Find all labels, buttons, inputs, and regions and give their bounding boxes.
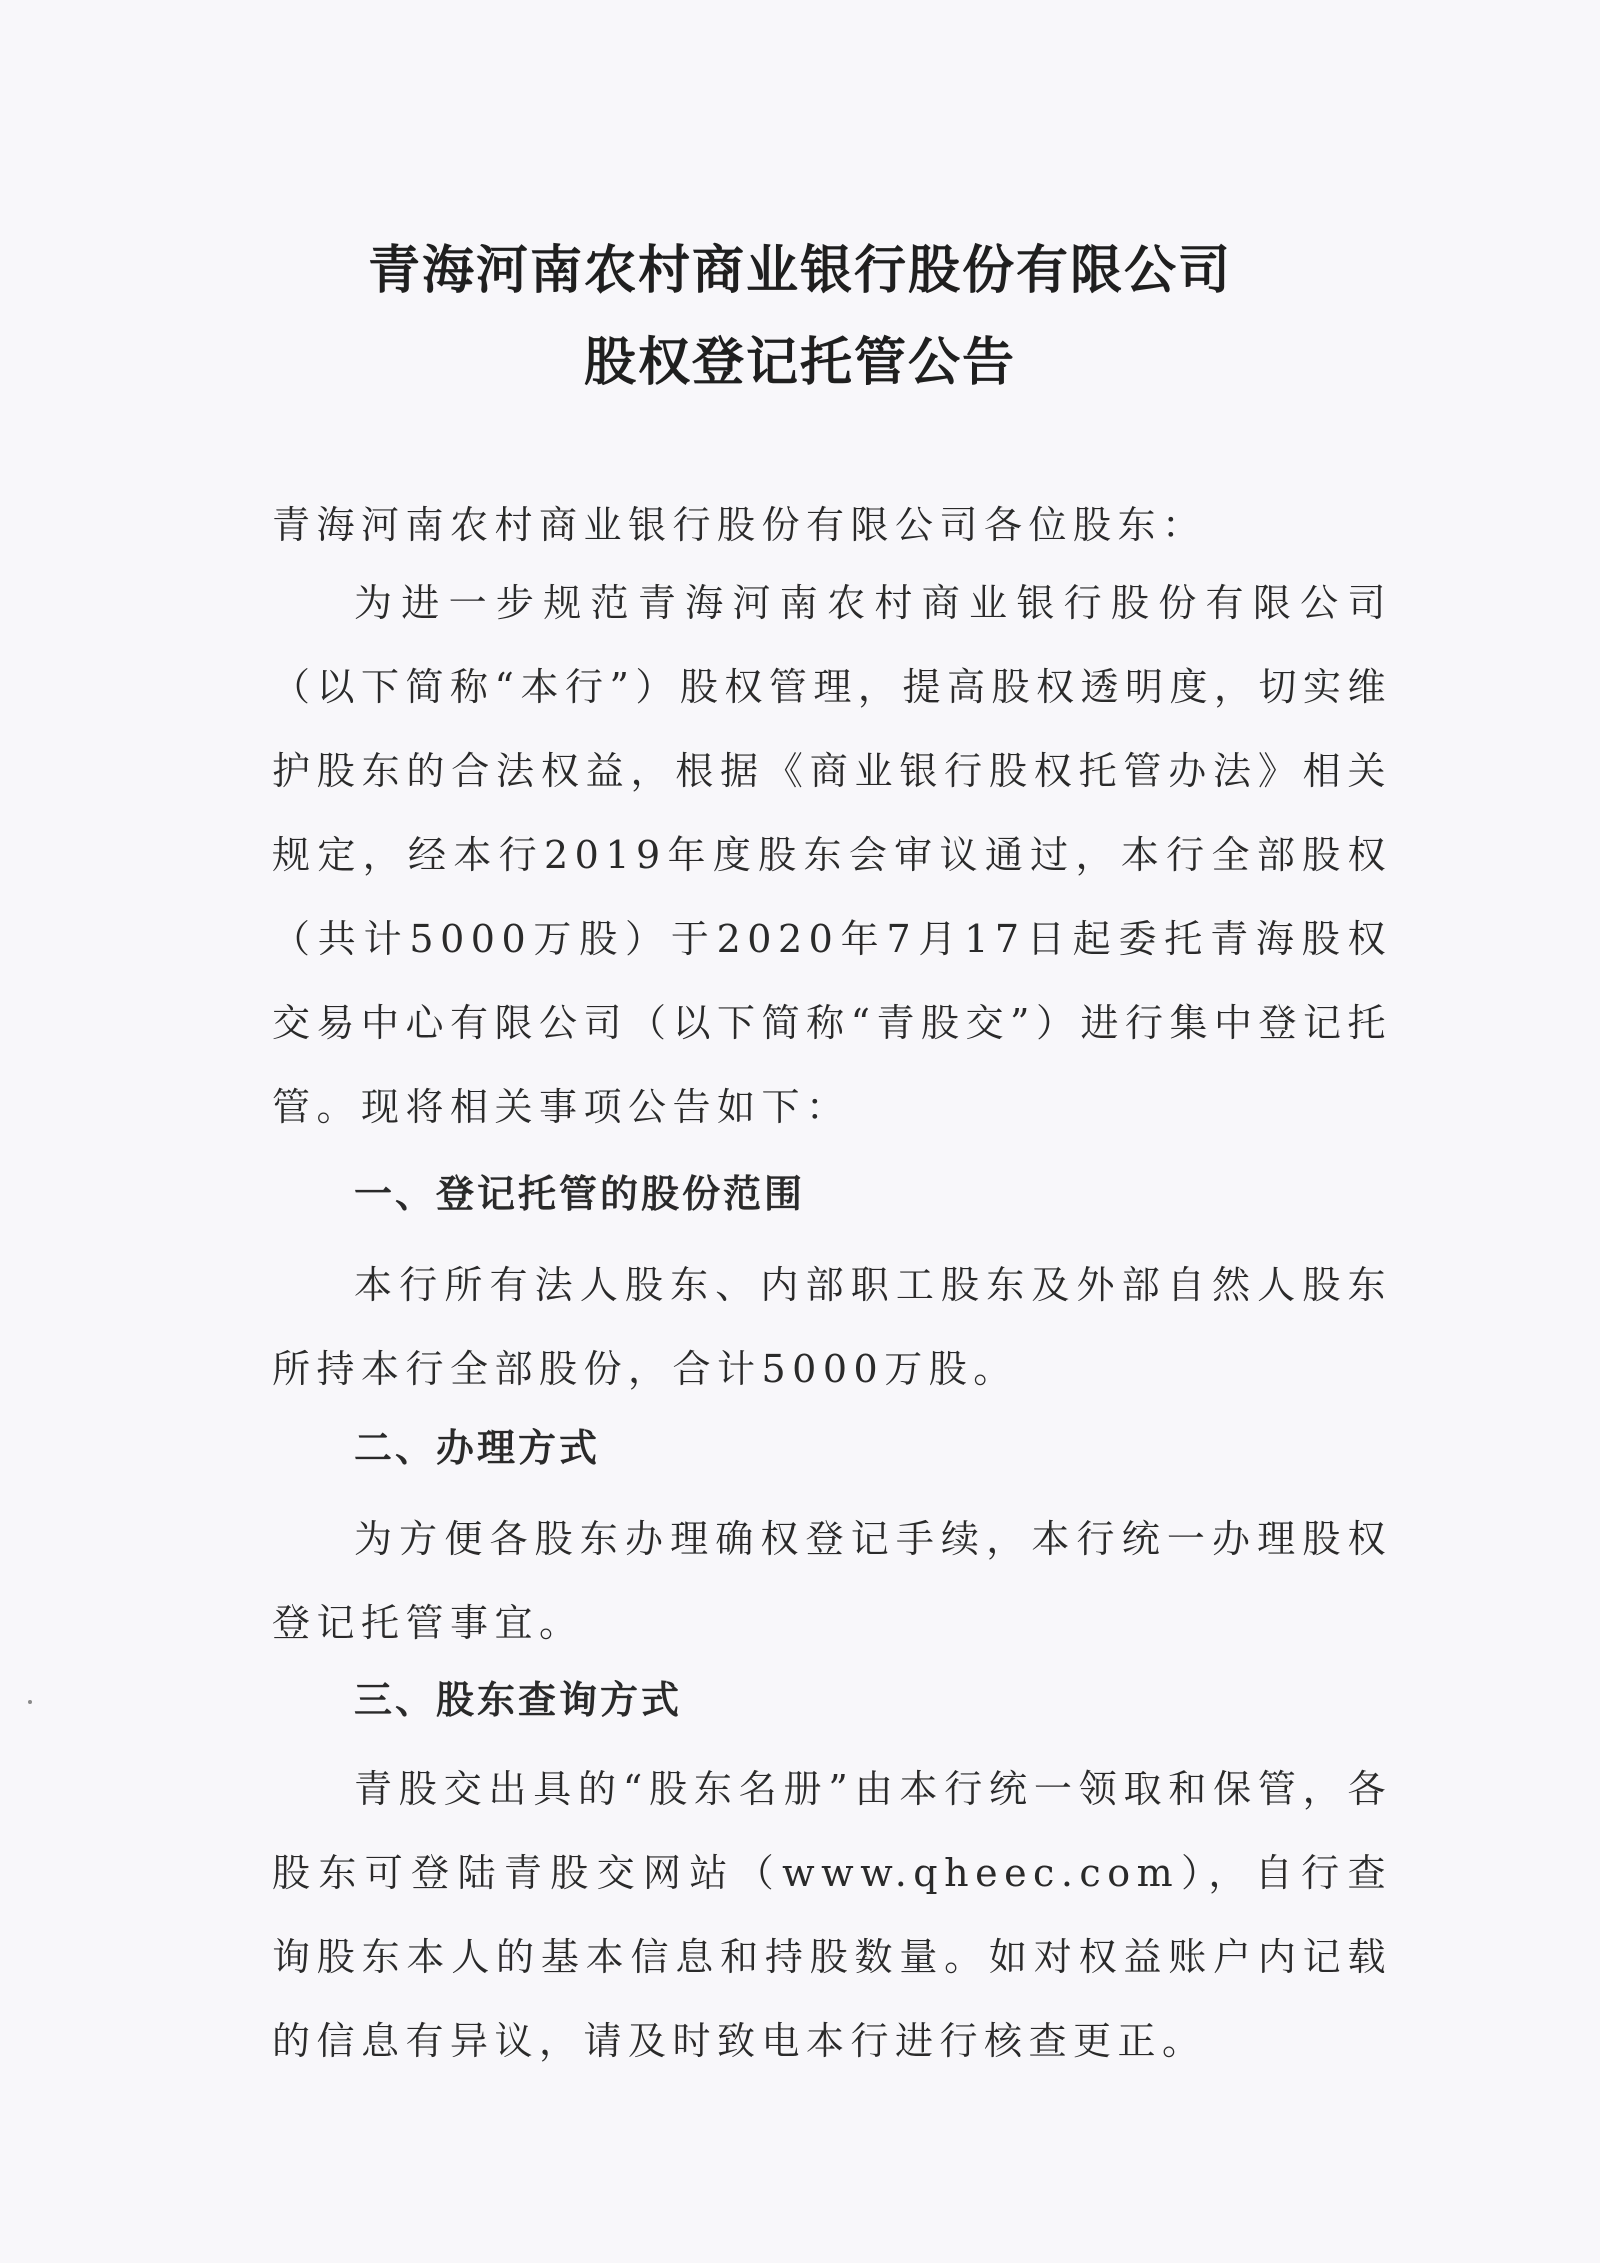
section-text-method: 为方便各股东办理确权登记手续，本行统一办理股权登记托管事宜。 xyxy=(272,1517,1392,1645)
section-heading-query: 三、股东查询方式 xyxy=(354,1678,683,1722)
section-text-scope: 本行所有法人股东、内部职工股东及外部自然人股东所持本行全部股份，合计5000万股。 xyxy=(272,1263,1392,1391)
section-heading-scope: 一、登记托管的股份范围 xyxy=(354,1172,806,1216)
scan-speck xyxy=(28,1700,32,1704)
section-text-query: 青股交出具的“股东名册”由本行统一领取和保管，各股东可登陆青股交网站（www.qheec.com），自行查询股东本人的基本信息和持股数量。如对权益账户内记载的信息有异议，请及时致电本行进行核查更正。 xyxy=(272,1767,1392,2063)
title-line-2: 股权登记托管公告 xyxy=(583,333,1016,393)
salutation: 青海河南农村商业银行股份有限公司各位股东： xyxy=(272,503,1207,547)
section-heading-method: 二、办理方式 xyxy=(354,1426,601,1470)
title-line-1: 青海河南农村商业银行股份有限公司 xyxy=(367,241,1232,301)
intro-paragraph: 为进一步规范青海河南农村商业银行股份有限公司（以下简称“本行”）股权管理，提高股权透明度，切实维护股东的合法权益，根据《商业银行股权托管办法》相关规定，经本行2019年度股东会审议通过，本行全部股权（共计5000万股）于2020年7月17日起委托青海股权交易中心有限公司（以下简称“青股交”）进行集中登记托管。现将相关事项公告如下： xyxy=(272,581,1392,1129)
